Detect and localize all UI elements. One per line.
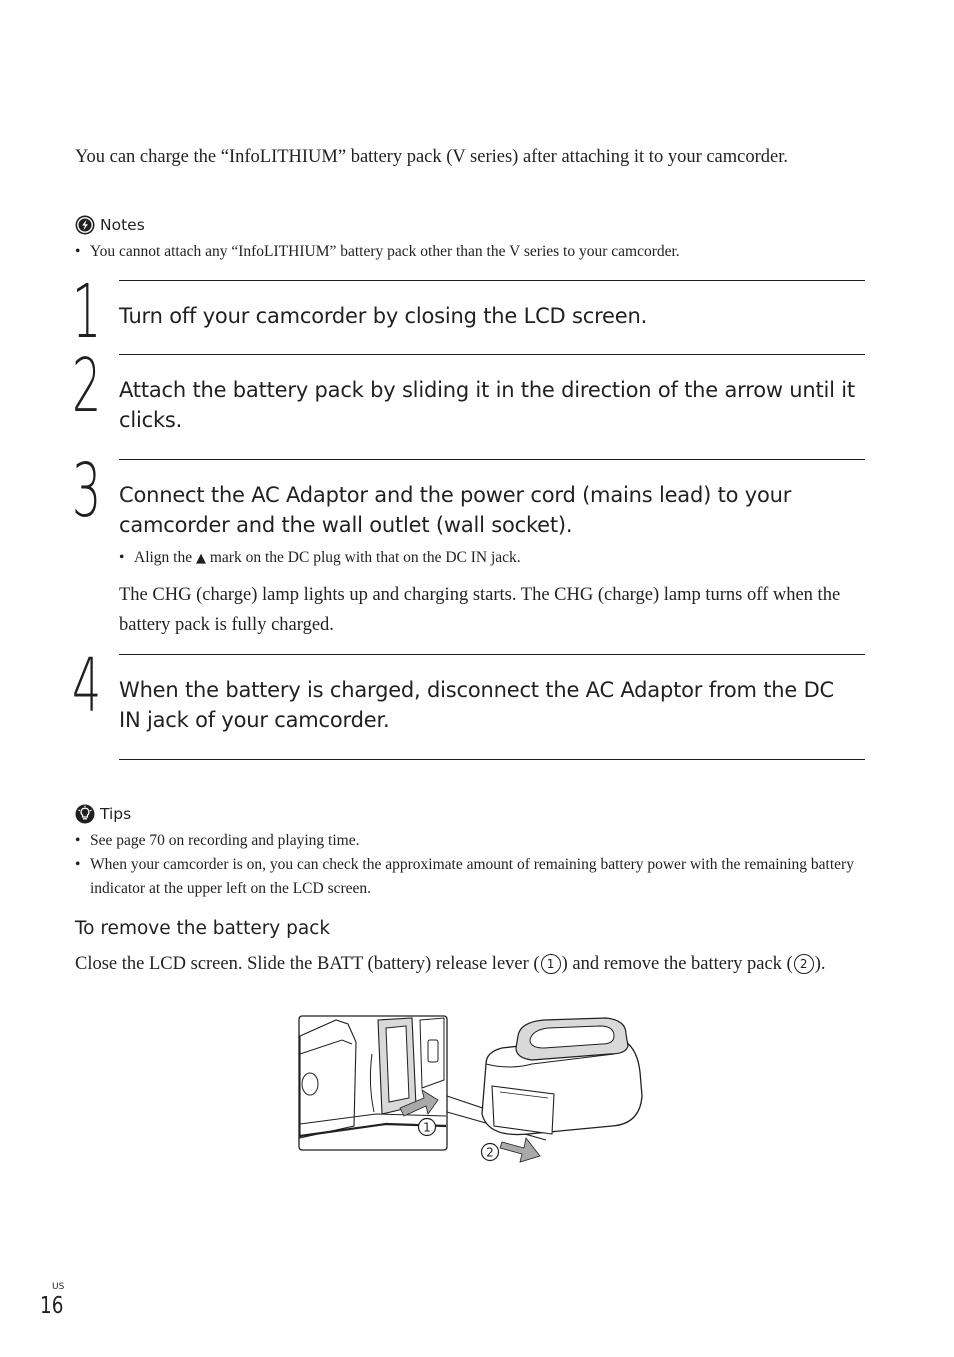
tips-item-text: See page 70 on recording and playing time. xyxy=(90,832,360,849)
step-divider xyxy=(119,654,865,655)
tips-heading xyxy=(75,804,131,824)
step-3-text: Connect the AC Adaptor and the power cord (mains lead) to your camcorder and the wall outlet (wall socket). xyxy=(119,483,792,537)
notes-heading xyxy=(75,215,145,235)
step-number: 2 xyxy=(72,343,102,429)
tips-item xyxy=(75,853,865,901)
remove-text-part: ). xyxy=(814,954,826,974)
bullet-mark: • xyxy=(75,243,81,260)
step-3-bullet-after: mark on the DC plug with that on the DC IN jack. xyxy=(209,549,521,566)
step-divider xyxy=(119,280,865,281)
step-2-text: Attach the battery pack by sliding it in the direction of the arrow until it clicks. xyxy=(119,378,855,432)
notes-title: Notes xyxy=(100,216,145,234)
remove-text-part: ) and remove the battery pack ( xyxy=(561,954,793,974)
battery-removal-illustration xyxy=(296,1014,646,1166)
step-number: 3 xyxy=(72,448,102,534)
page-number: 16 xyxy=(40,1293,64,1319)
bullet-mark: • xyxy=(75,856,81,873)
step-number: 1 xyxy=(72,269,102,355)
circled-number-marker: 2 xyxy=(794,954,814,974)
step-divider xyxy=(119,354,865,355)
callout-1: 1 xyxy=(423,1120,431,1135)
step-3-paragraph: The CHG (charge) lamp lights up and charging starts. The CHG (charge) lamp turns off when the battery pack is fully charged. xyxy=(119,585,841,635)
steps-end-divider xyxy=(119,759,865,760)
step-3-bullet xyxy=(119,547,859,570)
bullet-mark: • xyxy=(75,832,81,849)
circled-number-marker: 1 xyxy=(541,954,561,974)
tips-item xyxy=(75,829,865,853)
notes-item xyxy=(75,240,865,264)
step-1-text: Turn off your camcorder by closing the LCD screen. xyxy=(119,304,648,328)
lightbulb-icon xyxy=(75,804,95,824)
step-4-text: When the battery is charged, disconnect the AC Adaptor from the DC IN jack of your camcorder. xyxy=(119,678,835,732)
remove-text-part: Close the LCD screen. Slide the BATT (battery) release lever ( xyxy=(75,954,540,974)
notes-icon xyxy=(75,215,95,235)
notes-item-text: You cannot attach any “InfoLITHIUM” battery pack other than the V series to your camcorder. xyxy=(90,243,680,260)
bullet-mark: • xyxy=(119,549,125,566)
tips-title: Tips xyxy=(100,805,132,823)
triangle-mark-icon: ▲ xyxy=(196,551,206,566)
step-divider xyxy=(119,459,865,460)
intro-paragraph: You can charge the “InfoLITHIUM” battery pack (V series) after attaching it to your camcorder. xyxy=(75,147,789,167)
region-code: US xyxy=(52,1282,65,1292)
step-3-bullet-before: Align the xyxy=(134,549,193,566)
remove-battery-heading: To remove the battery pack xyxy=(75,918,331,939)
callout-2: 2 xyxy=(486,1145,494,1160)
tips-item-text: When your camcorder is on, you can check the approximate amount of remaining battery power with the remaining battery indicator at the upper left on the LCD screen. xyxy=(90,856,854,897)
step-number: 4 xyxy=(72,643,102,729)
remove-battery-text xyxy=(75,950,865,978)
